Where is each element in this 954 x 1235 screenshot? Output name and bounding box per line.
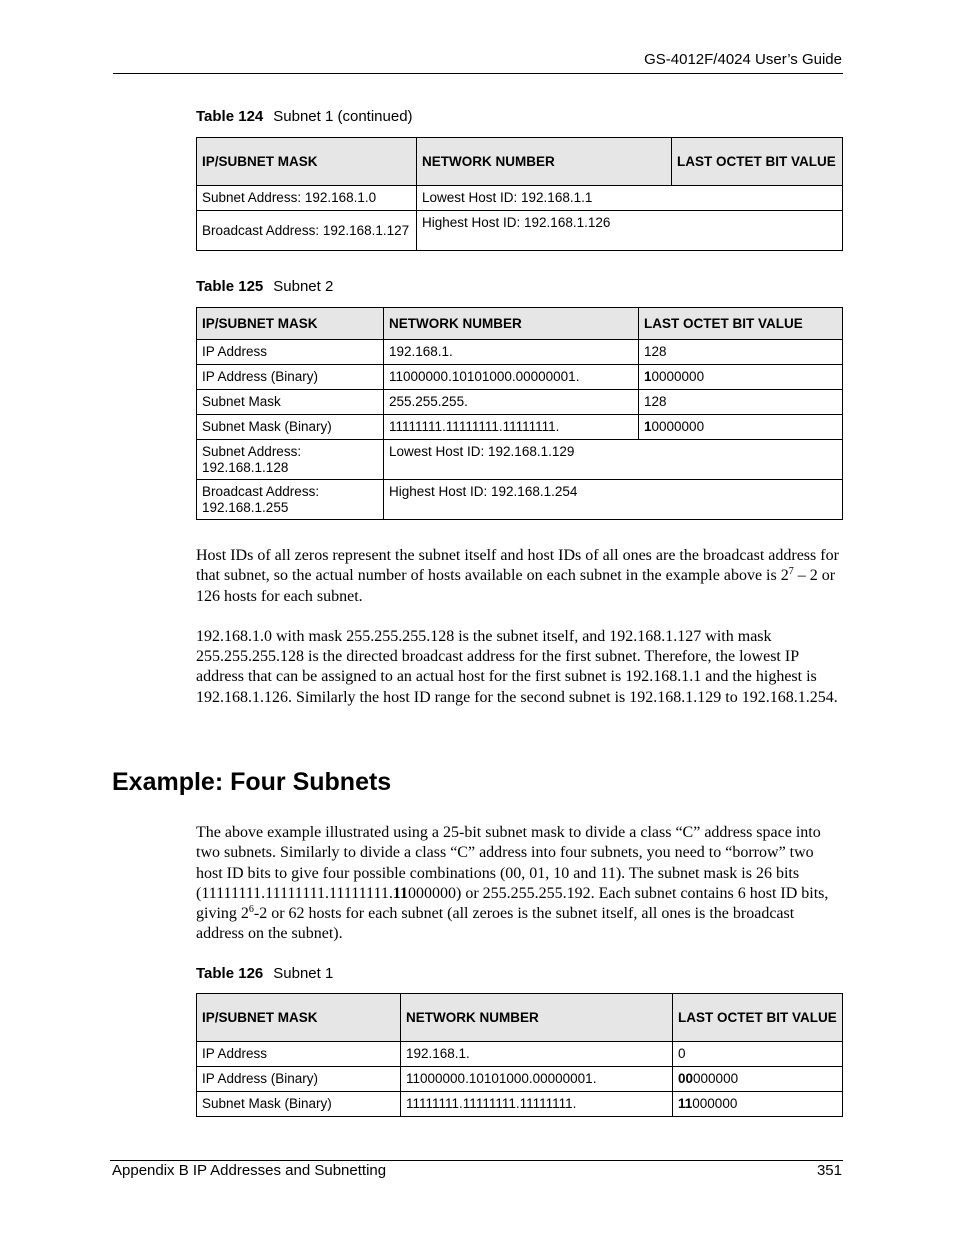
- table-cell: IP Address: [197, 1042, 401, 1067]
- paragraph-subnet-ranges: 192.168.1.0 with mask 255.255.255.128 is the subnet itself, and 192.168.1.127 with mask 255.255.255.128 is the directed broadcast address for the first subnet. Therefore, the lowest IP address that can be assigned to an actual host for the first subnet is 192.168.1.1 and the highest is 192.168.1.126. Similarly the host ID range for the second subnet is 192.168.1.129 to 192.168.1.254.: [196, 627, 838, 706]
- table-label: Table 124: [196, 108, 264, 125]
- table-row: [197, 365, 843, 390]
- table-cell: Broadcast Address: 192.168.1.255: [197, 480, 384, 520]
- table-row: [197, 186, 843, 211]
- table-title: Subnet 2: [273, 278, 334, 295]
- table-row: [197, 440, 843, 480]
- table-cell: 128: [639, 390, 843, 415]
- table-row: [197, 1042, 843, 1067]
- table-row: [197, 415, 843, 440]
- table-cell: [639, 365, 843, 390]
- table-cell: 11111111.11111111.11111111.: [401, 1092, 673, 1117]
- table-cell: Lowest Host ID: 192.168.1.129: [384, 440, 843, 480]
- section-heading: Example: Four Subnets: [112, 768, 392, 796]
- borrowed-bits: 1: [644, 369, 652, 384]
- table-cell: Subnet Mask (Binary): [197, 415, 384, 440]
- table-cell: 255.255.255.: [384, 390, 639, 415]
- host-bits: 000000: [692, 1096, 738, 1111]
- table-row: [197, 480, 843, 520]
- column-header: NETWORK NUMBER: [401, 994, 673, 1042]
- table-cell: Subnet Address: 192.168.1.0: [197, 186, 417, 211]
- footer-section-title: Appendix B IP Addresses and Subnetting: [112, 1162, 387, 1179]
- table-126-caption: [196, 965, 333, 982]
- table-cell: IP Address (Binary): [197, 1067, 401, 1092]
- header-rule: [113, 73, 843, 74]
- table-124-caption: [196, 108, 413, 125]
- table-cell: Subnet Mask: [197, 390, 384, 415]
- column-header: NETWORK NUMBER: [384, 308, 639, 340]
- table-cell: 192.168.1.: [401, 1042, 673, 1067]
- table-row: [197, 211, 843, 251]
- table-cell: 11111111.11111111.11111111.: [384, 415, 639, 440]
- table-label: Table 126: [196, 965, 264, 982]
- table-cell: [673, 1067, 843, 1092]
- table-124: [196, 137, 843, 251]
- running-header: GS-4012F/4024 User’s Guide: [644, 51, 842, 68]
- host-bits: 0000000: [651, 369, 705, 384]
- column-header: LAST OCTET BIT VALUE: [673, 994, 843, 1042]
- borrowed-bits: 00: [678, 1071, 694, 1086]
- page-number: 351: [816, 1162, 842, 1179]
- borrowed-bits: 1: [644, 419, 652, 434]
- table-125: [196, 307, 843, 520]
- table-cell: 0: [673, 1042, 843, 1067]
- table-row: [197, 390, 843, 415]
- table-row: [197, 1067, 843, 1092]
- table-cell: [673, 1092, 843, 1117]
- table-title: Subnet 1: [273, 965, 334, 982]
- table-cell: Subnet Mask (Binary): [197, 1092, 401, 1117]
- paragraph-four-subnets: The above example illustrated using a 25-bit subnet mask to divide a class “C” address space into two subnets. Similarly to divide a class “C” address into four subnets, you need to “borrow” two host ID bits to give four possible combinations (00, 01, 10 and 11). The subnet mask is 26 bits (11111111.11111111.11111111.11000000) or 255.255.255.192. Each subnet contains 6 host ID bits, giving $2^6-2$ or 62 hosts for each subnet (all zeroes is the subnet itself, all ones is the broadcast address on the subnet).: [196, 824, 829, 943]
- table-label: Table 125: [196, 278, 264, 295]
- table-cell: IP Address: [197, 340, 384, 365]
- paragraph-host-ids: Host IDs of all zeros represent the subnet itself and host IDs of all ones are the broadcast address for that subnet, so the actual number of hosts available on each subnet in the example above is $2^7 - 2$ or 126 hosts for each subnet.: [196, 547, 839, 605]
- column-header: IP/SUBNET MASK: [197, 138, 417, 186]
- table-cell: 128: [639, 340, 843, 365]
- table-cell: Broadcast Address: 192.168.1.127: [197, 211, 417, 251]
- table-cell: Lowest Host ID: 192.168.1.1: [417, 186, 843, 211]
- table-cell: IP Address (Binary): [197, 365, 384, 390]
- table-row: [197, 340, 843, 365]
- column-header: IP/SUBNET MASK: [197, 308, 384, 340]
- host-bits: 000000: [693, 1071, 739, 1086]
- superscript: 6: [248, 904, 254, 916]
- table-cell: 11000000.10101000.00000001.: [384, 365, 639, 390]
- superscript: 7: [788, 566, 794, 578]
- column-header: LAST OCTET BIT VALUE: [639, 308, 843, 340]
- table-title: Subnet 1 (continued): [273, 108, 413, 125]
- table-cell: Highest Host ID: 192.168.1.254: [384, 480, 843, 520]
- column-header: IP/SUBNET MASK: [197, 994, 401, 1042]
- table-cell: 11000000.10101000.00000001.: [401, 1067, 673, 1092]
- borrowed-bits: 11: [678, 1096, 693, 1111]
- body-text-four-subnets: [196, 823, 842, 965]
- column-header: LAST OCTET BIT VALUE: [672, 138, 843, 186]
- host-bits: 0000000: [651, 419, 705, 434]
- table-125-caption: [196, 278, 333, 295]
- table-cell: Subnet Address: 192.168.1.128: [197, 440, 384, 480]
- footer-rule: [110, 1160, 843, 1161]
- table-126: [196, 993, 843, 1117]
- table-row: [197, 1092, 843, 1117]
- table-cell: Highest Host ID: 192.168.1.126: [417, 211, 843, 251]
- body-text: [196, 546, 842, 728]
- table-cell: [639, 415, 843, 440]
- column-header: NETWORK NUMBER: [417, 138, 672, 186]
- table-cell: 192.168.1.: [384, 340, 639, 365]
- bold-bits: 11: [392, 884, 408, 902]
